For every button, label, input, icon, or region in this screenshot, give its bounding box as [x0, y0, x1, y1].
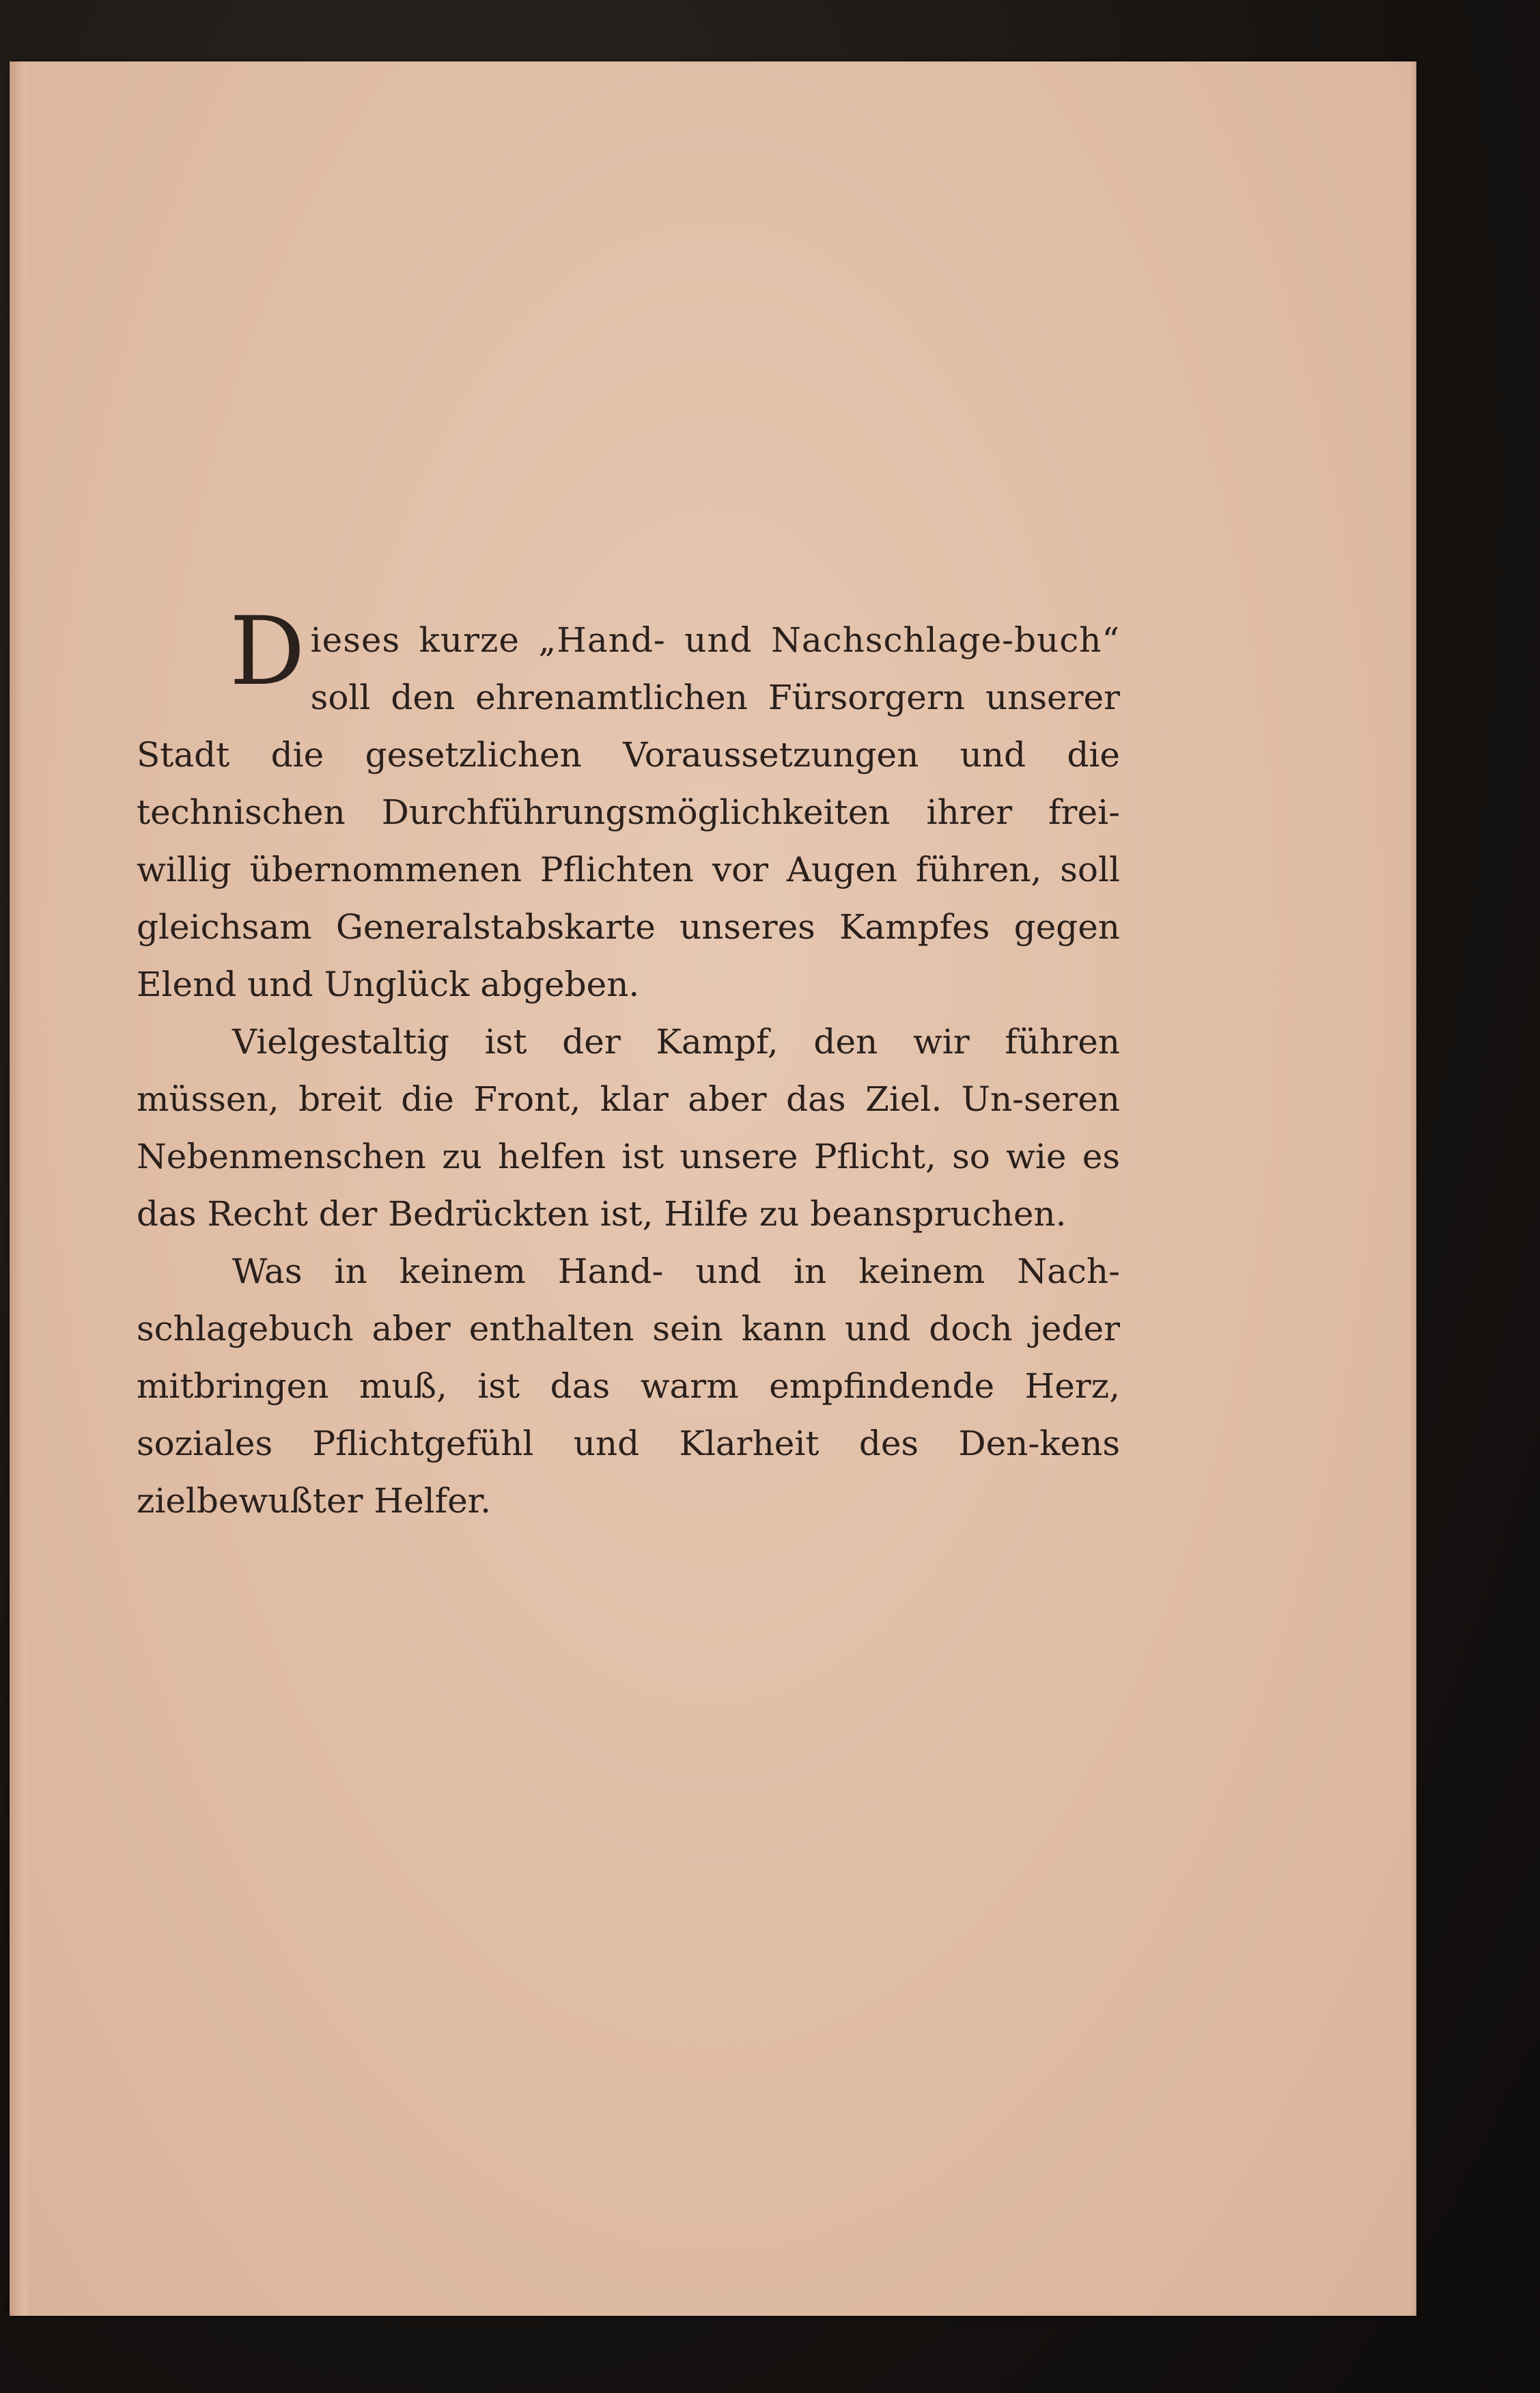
book-page — [10, 61, 1416, 2316]
paragraph-3: Was in keinem Hand- und in keinem Nach-schlagebuch aber enthalten sein kann und doch jeder mitbringen muß, ist das warm empfindende Herz, soziales Pflichtgefühl und Klarheit des Den-kens zielbewußter Helfer. — [137, 1251, 1120, 1521]
page-left-edge — [10, 61, 27, 2316]
page-right-edge — [1410, 61, 1416, 2316]
paragraph-1 — [137, 596, 1120, 1013]
paragraph-2: Vielgestaltig ist der Kampf, den wir führen müssen, breit die Front, klar aber das Ziel. Un-seren Nebenmenschen zu helfen ist unsere Pflicht, so wie es das Recht der Bedrückten ist, Hilfe zu beanspruchen. — [137, 1022, 1120, 1234]
body-text — [137, 596, 1120, 1530]
drop-cap: D — [229, 596, 305, 706]
paragraph-1-text: ieses kurze „Hand- und Nachschlage-buch“ soll den ehrenamtlichen Fürsorgern unserer Stadt die gesetzlichen Voraussetzungen und die technischen Durchführungsmöglichkeiten ihrer frei-willig übernommenen Pflichten vor Augen führen, soll gleichsam Generalstabskarte unseres Kampfes gegen Elend und Unglück abgeben. — [137, 620, 1120, 1004]
